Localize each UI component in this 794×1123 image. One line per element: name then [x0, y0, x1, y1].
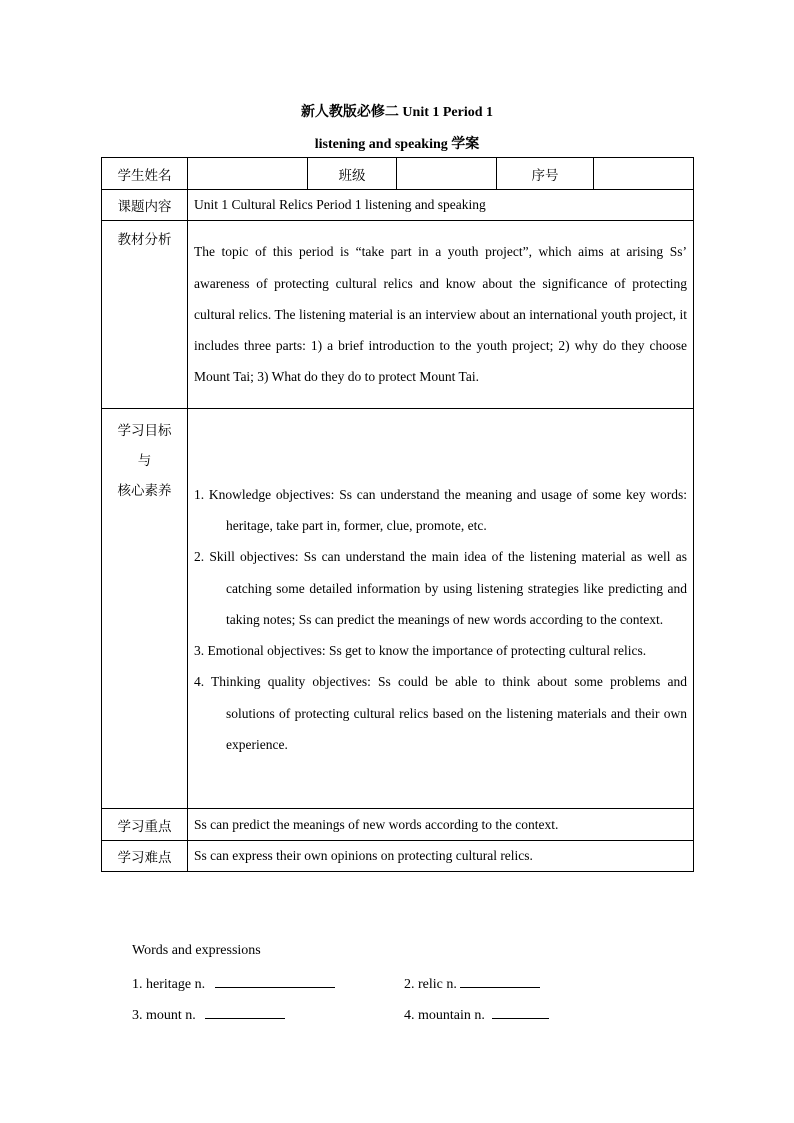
- word-label: 3. mount n.: [132, 1008, 196, 1023]
- word-item-heritage: [132, 975, 335, 993]
- table-row: [102, 190, 694, 221]
- table-row: [102, 841, 694, 872]
- class-field[interactable]: [397, 158, 497, 190]
- word-item-mountain: [404, 1006, 549, 1024]
- word-label: 4. mountain n.: [404, 1008, 485, 1023]
- student-name-field[interactable]: [188, 158, 308, 190]
- key-points-value: Ss can predict the meanings of new words according to the context.: [188, 809, 694, 841]
- seat-number-label: 序号: [497, 158, 594, 190]
- objectives-label: [102, 409, 188, 809]
- student-name-label: 学生姓名: [102, 158, 188, 190]
- objectives-label-line3: 核心素养: [117, 483, 172, 499]
- table-row: [102, 409, 694, 809]
- table-row: [102, 221, 694, 409]
- analysis-cell: [188, 221, 694, 409]
- words-heading: Words and expressions: [132, 943, 261, 958]
- key-points-label: 学习重点: [102, 809, 188, 841]
- analysis-label: 教材分析: [102, 221, 188, 409]
- topic-value: Unit 1 Cultural Relics Period 1 listening and speaking: [188, 190, 694, 221]
- difficult-points-value: Ss can express their own opinions on protecting cultural relics.: [188, 841, 694, 872]
- objective-item: 1. Knowledge objectives: Ss can understand the meaning and usage of some key words: heritage, take part in, former, clue, promote, etc.: [194, 487, 687, 534]
- page-subtitle: listening and speaking 学案: [314, 137, 480, 152]
- word-label: 2. relic n.: [404, 977, 457, 992]
- difficult-points-label: 学习难点: [102, 841, 188, 872]
- objective-item: 3. Emotional objectives: Ss get to know the importance of protecting cultural relics.: [194, 643, 647, 659]
- analysis-text: The topic of this period is “take part in a youth project”, which aims at arising Ss’ awareness of protecting cultural relics and know about the significance of protecting cultural relics. The listening material is an interview about an international youth project, it includes three parts: 1) a brief introduction to the youth project; 2) why do they choose Mount Tai; 3) What do they do to protect Mount Tai.: [194, 244, 687, 385]
- word-item-mount: [132, 1006, 285, 1024]
- seat-number-field[interactable]: [594, 158, 694, 190]
- word-item-relic: [404, 975, 540, 993]
- class-label: 班级: [308, 158, 397, 190]
- objectives-cell: [188, 409, 694, 809]
- table-row: [102, 158, 694, 190]
- objectives-label-line1: 学习目标: [117, 423, 172, 439]
- word-label: 1. heritage n.: [132, 977, 206, 992]
- answer-blank[interactable]: [215, 975, 335, 988]
- topic-label: 课题内容: [102, 190, 188, 221]
- answer-blank[interactable]: [460, 975, 540, 988]
- lesson-plan-table: [101, 157, 694, 872]
- page-title: 新人教版必修二 Unit 1 Period 1: [300, 105, 494, 120]
- objective-item: 4. Thinking quality objectives: Ss could be able to think about some problems and solutions of protecting cultural relics based on the listening materials and their own experience.: [194, 674, 687, 752]
- objective-item: 2. Skill objectives: Ss can understand the main idea of the listening material as well as catching some detailed information by using listening strategies like predicting and taking notes; Ss can predict the meanings of new words according to the context.: [194, 549, 687, 627]
- objectives-label-line2: 与: [137, 453, 152, 469]
- objectives-list: [194, 479, 687, 760]
- table-row: [102, 809, 694, 841]
- answer-blank[interactable]: [492, 1006, 549, 1019]
- answer-blank[interactable]: [205, 1006, 285, 1019]
